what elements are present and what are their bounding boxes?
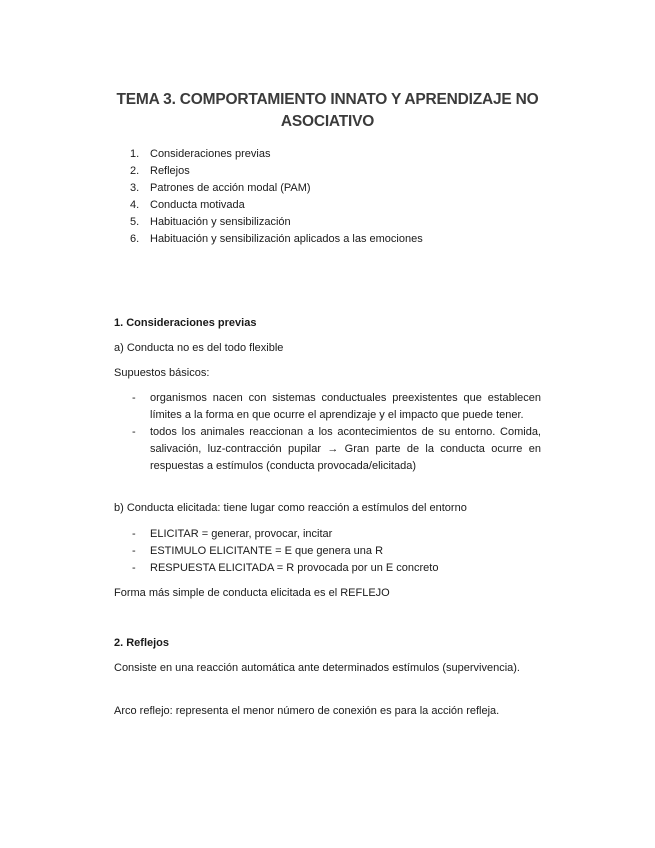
section-1-point-b: b) Conducta elicitada: tiene lugar como reacción a estímulos del entorno — [114, 502, 467, 514]
toc-item-number: 4. — [130, 199, 140, 211]
toc-item — [130, 231, 423, 248]
toc-item-number: 5. — [130, 216, 140, 228]
list-item — [132, 560, 541, 577]
list-dash: - — [132, 392, 136, 404]
list-item — [132, 526, 541, 543]
section-2-heading: 2. Reflejos — [114, 637, 170, 649]
list-item — [132, 390, 541, 424]
toc-item — [130, 197, 423, 214]
toc-item-number: 3. — [130, 182, 140, 194]
list-dash: - — [132, 528, 136, 540]
list-item-text: organismos nacen con sistemas conductuales preexistentes que establecen límites a la forma en que ocurre el aprendizaje y el impacto que puede tener. — [150, 392, 541, 421]
list-item — [132, 543, 541, 560]
toc-item-label: Habituación y sensibilización — [150, 216, 291, 228]
toc-item-label: Consideraciones previas — [150, 148, 271, 160]
toc-item — [130, 214, 423, 231]
toc-item-number: 1. — [130, 148, 140, 160]
toc-item-label: Habituación y sensibilización aplicados a las emociones — [150, 233, 423, 245]
toc-item — [130, 163, 423, 180]
list-dash: - — [132, 562, 136, 574]
table-of-contents — [130, 146, 423, 248]
section-2-paragraph-2: Arco reflejo: representa el menor número de conexión es para la acción refleja. — [114, 705, 500, 717]
section-1-closing: Forma más simple de conducta elicitada es el REFLEJO — [114, 587, 390, 599]
list-item-text: ELICITAR = generar, provocar, incitar — [150, 528, 333, 540]
list-dash: - — [132, 426, 136, 438]
toc-item-label: Reflejos — [150, 165, 190, 177]
section-1-point-a: a) Conducta no es del todo flexible — [114, 342, 284, 354]
page-title: TEMA 3. COMPORTAMIENTO INNATO Y APRENDIZAJE NO ASOCIATIVO — [116, 91, 539, 130]
toc-item — [130, 180, 423, 197]
section-2-paragraph-1: Consiste en una reacción automática ante determinados estímulos (supervivencia). — [114, 662, 520, 674]
section-1-heading: 1. Consideraciones previas — [114, 317, 257, 329]
list-dash: - — [132, 545, 136, 557]
toc-item-label: Patrones de acción modal (PAM) — [150, 182, 311, 194]
toc-item-label: Conducta motivada — [150, 199, 245, 211]
definitions-list — [132, 526, 541, 577]
list-item — [132, 424, 541, 475]
toc-item-number: 6. — [130, 233, 140, 245]
toc-item — [130, 146, 423, 163]
supuestos-label: Supuestos básicos: — [114, 367, 210, 379]
supuestos-list — [132, 390, 541, 475]
list-item-text: todos los animales reaccionan a los acontecimientos de su entorno. Comida, salivación, luz-contracción pupilar → Gran parte de la conducta ocurre en respuestas a estímulos (conducta provocada/elicitada) — [150, 426, 541, 472]
toc-item-number: 2. — [130, 165, 140, 177]
list-item-text: ESTIMULO ELICITANTE = E que genera una R — [150, 545, 384, 557]
list-item-text: RESPUESTA ELICITADA = R provocada por un E concreto — [150, 562, 439, 574]
